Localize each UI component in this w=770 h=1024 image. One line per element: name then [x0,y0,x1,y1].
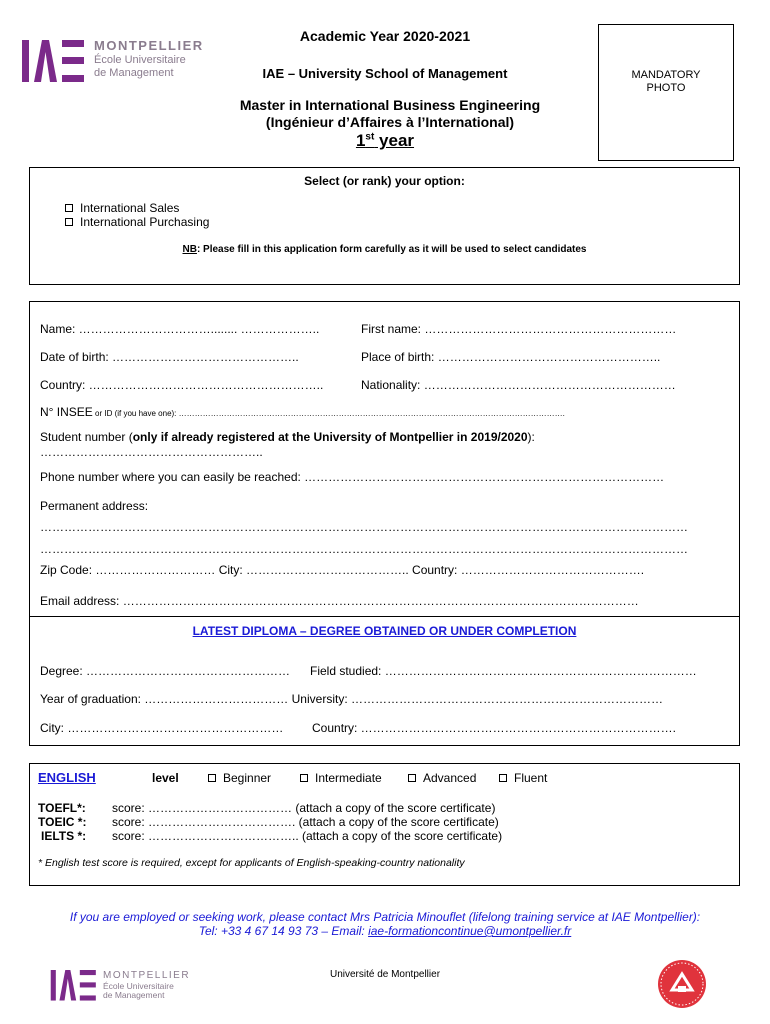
toefl-label: TOEFL*: [38,801,86,815]
iae-logo-mark [50,970,98,1002]
phone-field[interactable]: Phone number where you can easily be reached: ……………………………………………………………………………… [40,470,665,484]
field-studied-field[interactable]: Field studied: …………………………………………………………………… [310,664,697,678]
address-line-2[interactable]: ……………………………………………………………………………………………………………………………………………… [40,542,688,556]
level-label: level [152,771,179,785]
nb-note [30,244,739,255]
school-name: IAE – University School of Management [262,66,508,81]
student-post: ): [527,430,535,444]
level-intermediate[interactable] [300,771,382,785]
logo-management: de Management [94,66,174,79]
toeic-label: TOEIC *: [38,815,87,829]
student-number-field[interactable]: ……………………………………………….. [40,445,263,459]
logo-management: de Management [103,990,165,1001]
option-international-purchasing[interactable] [65,215,209,229]
logo-montpellier: MONTPELLIER [94,38,204,53]
options-box [29,167,740,285]
logo-ecole: École Universitaire [94,53,186,66]
country-field[interactable]: Country: ………………………………………………….. [40,378,324,392]
year-num: 1 [355,131,366,150]
toefl-score-field[interactable]: score: ……………………………… (attach a copy of the score certificate) [112,801,496,815]
first-name-field[interactable]: First name: ……………………………………………………… [361,322,677,336]
year-word: year [374,131,415,150]
address-label: Permanent address: [40,499,149,513]
photo-label-line2: PHOTO [646,82,686,94]
level-fluent[interactable] [499,771,547,785]
checkbox-icon[interactable] [65,218,73,226]
seal-emblem-icon [658,960,706,1008]
diploma-country-field[interactable]: Country: ……………………………………………………………………. [312,721,677,735]
ielts-score-field[interactable]: score: ……………………………….. (attach a copy of the score certificate) [112,829,503,843]
level-option-label: Beginner [223,771,272,785]
zip-city-country-field[interactable]: Zip Code: ………………………… City: ………………………………….. Country: ………………………………………. [40,563,645,577]
iae-logo-top [22,40,202,85]
university-footer: Université de Montpellier [329,969,441,980]
contact-tel: Tel: +33 4 67 14 93 73 – Email: [198,924,369,938]
student-pre: Student number ( [40,430,133,444]
checkbox-icon[interactable] [208,774,216,782]
logo-ecole: École Universitaire [103,980,174,991]
level-option-label: Fluent [514,771,548,785]
photo-label [599,69,733,95]
insee-field[interactable] [40,405,565,419]
option-label: International Sales [80,201,180,215]
iae-logo-bottom [50,970,190,1004]
dob-field[interactable]: Date of birth: ……………………………………….. [40,350,299,364]
level-option-label: Advanced [423,771,477,785]
iae-logo-mark [22,40,86,84]
program-subtitle: (Ingénieur d’Affaires à l’International) [265,114,515,130]
year-sup: st [365,131,375,143]
diploma-title: LATEST DIPLOMA – DEGREE OBTAINED OR UNDER COMPLETION [192,624,577,638]
email-field[interactable]: Email address: ………………………………………………………………………………………………………………… [40,594,639,608]
diploma-city-field[interactable]: City: ……………………………………………… [40,721,284,735]
contact-line-1: If you are employed or seeking work, please contact Mrs Patricia Minouflet (lifelong training service at IAE Montpellier): [69,910,701,924]
level-advanced[interactable] [408,771,476,785]
contact-line-2 [0,924,770,938]
academic-year: Academic Year 2020-2021 [299,28,471,44]
name-field[interactable]: Name: ……………………………........ ……………….. [40,322,320,336]
personal-info-box [29,301,740,617]
diploma-box [29,616,740,746]
nb-text: : Please fill in this application form carefully as it will be used to select candidates [196,244,587,255]
student-number-label [40,430,535,444]
nb-label: NB [182,244,197,255]
graduation-university-field[interactable]: Year of graduation: ……………………………… University: …………………………………………………………………… [40,692,663,706]
english-note: * English test score is required, except for applicants of English-speaking-country nationality [38,857,465,869]
checkbox-icon[interactable] [300,774,308,782]
english-box [29,763,740,886]
student-bold: only if already registered at the University of Montpellier in 2019/2020 [132,430,528,444]
level-option-label: Intermediate [315,771,382,785]
degree-field[interactable]: Degree: …………………………………………… [40,664,291,678]
contact-email-link[interactable]: iae-formationcontinue@umontpellier.fr [368,924,572,938]
year-title [250,131,520,151]
photo-box[interactable] [598,24,734,161]
photo-label-line1: MANDATORY [631,69,701,81]
address-line-1[interactable]: ……………………………………………………………………………………………………………………………………………… [40,520,688,534]
option-international-sales[interactable] [65,201,179,215]
logo-montpellier: MONTPELLIER [103,970,191,981]
ielts-label: IELTS *: [41,829,87,843]
university-seal-icon [658,960,706,1008]
checkbox-icon[interactable] [408,774,416,782]
checkbox-icon[interactable] [65,204,73,212]
pob-field[interactable]: Place of birth: ……………………………………………….. [361,350,661,364]
insee-label: N° INSEE [40,405,93,419]
nationality-field[interactable]: Nationality: ……………………………………………………… [361,378,676,392]
level-beginner[interactable] [208,771,271,785]
option-label: International Purchasing [80,215,210,229]
program-title: Master in International Business Engineering [239,97,541,113]
options-title: Select (or rank) your option: [304,174,465,188]
english-title: ENGLISH [38,770,96,785]
toeic-score-field[interactable]: score: ………………………………. (attach a copy of the score certificate) [112,815,499,829]
insee-sub: or ID (if you have one): ………………………………………………………………………………………………………………………………. [92,409,565,418]
checkbox-icon[interactable] [499,774,507,782]
